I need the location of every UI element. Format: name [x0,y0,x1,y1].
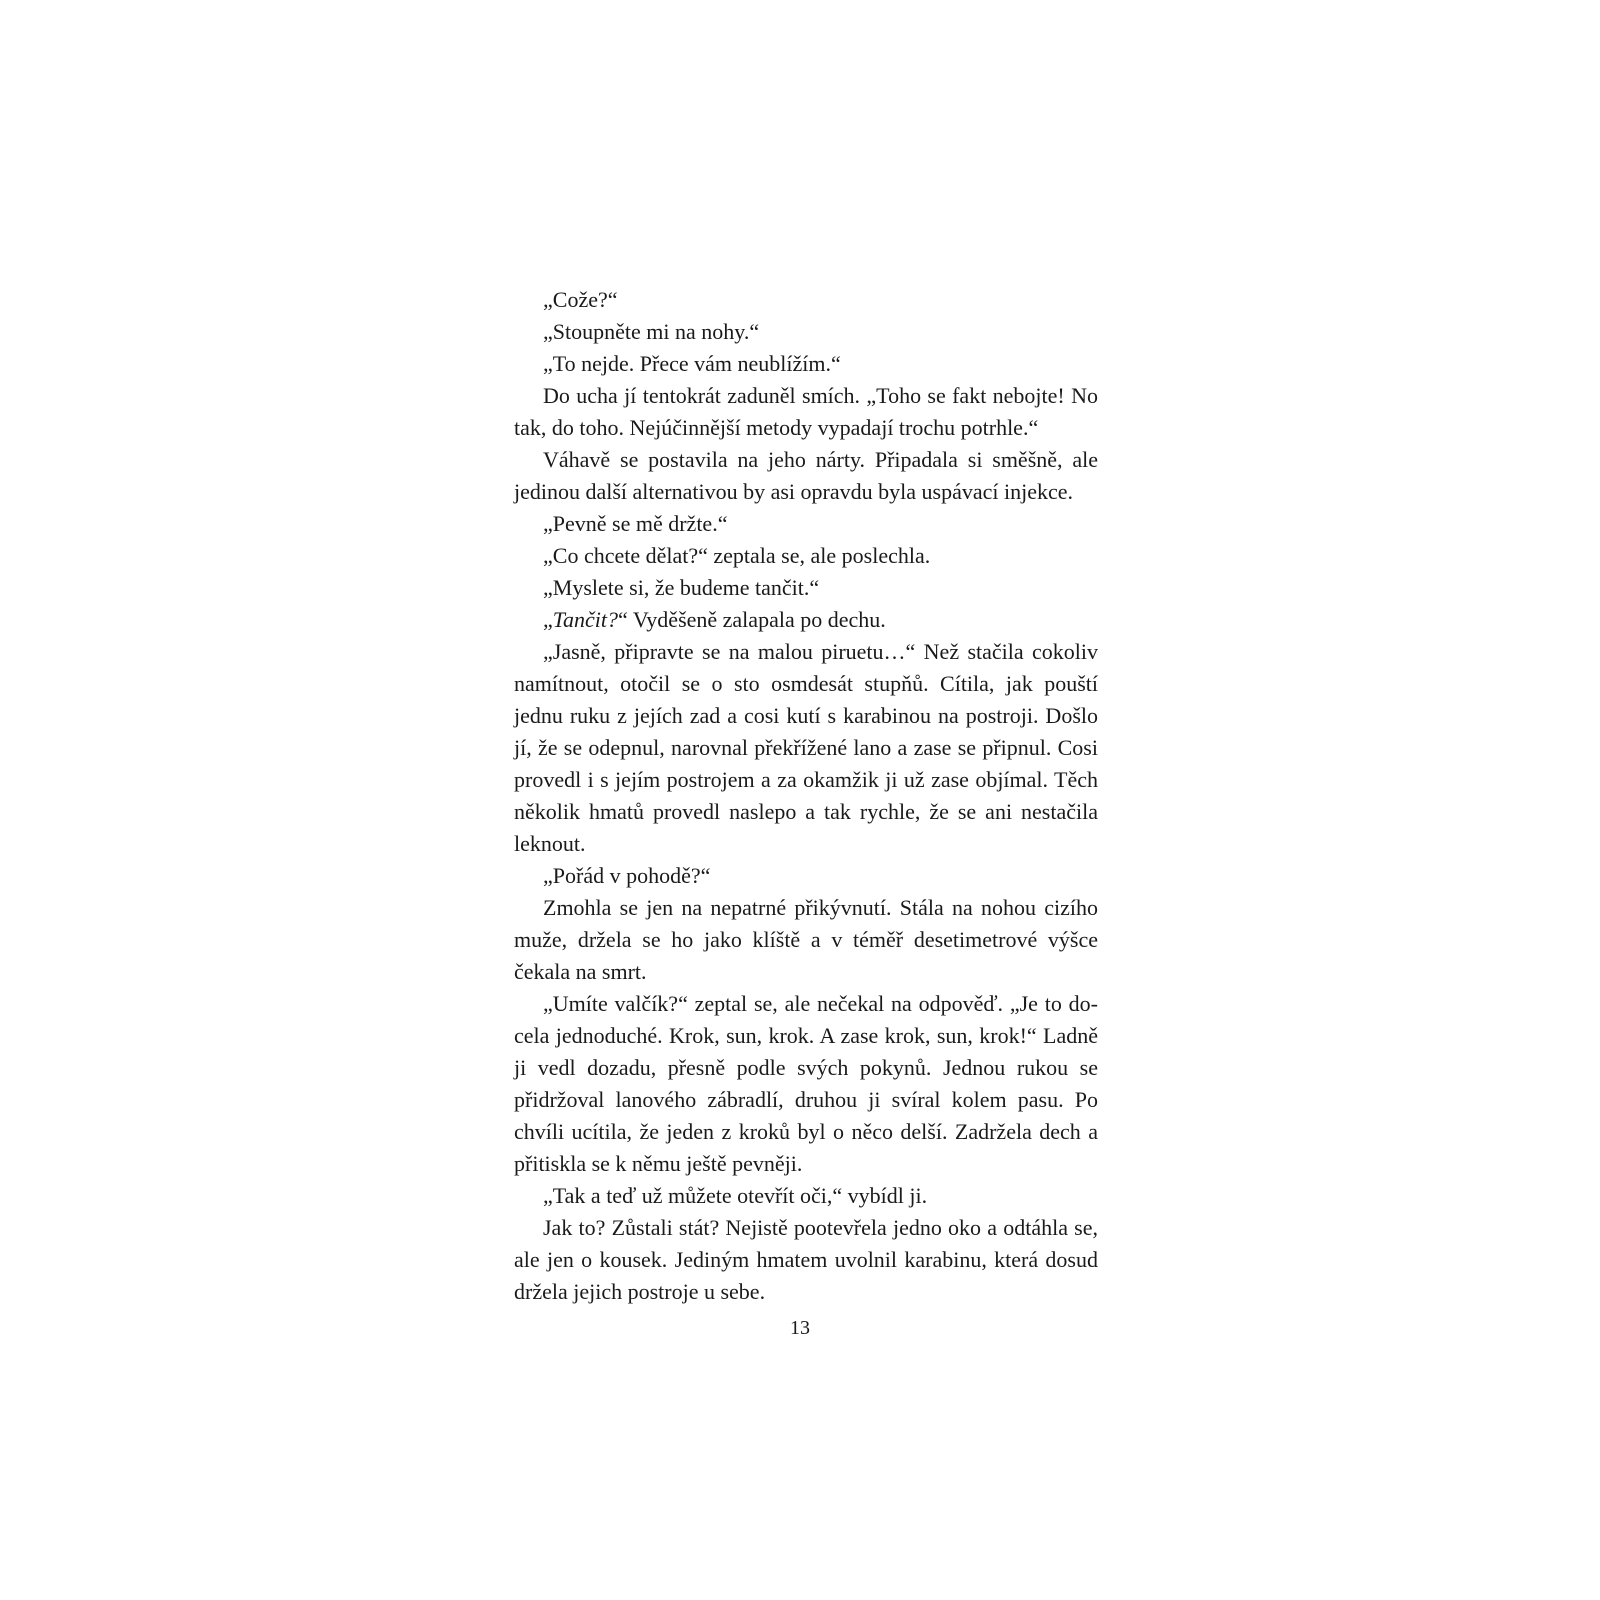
paragraph: Jak to? Zůstali stát? Nejistě pootevřela jedno oko a odtáhla se, ale jen o kousek. Jediným hmatem uvolnil karabinu, která dosud držela jejich postroje u sebe. [514,1215,1098,1304]
paragraph: „Co chcete dělat?“ zeptala se, ale poslechla. [543,543,931,568]
paragraph-rest: “ Vyděšeně zalapala po dechu. [617,607,886,632]
italic-word: Tančit? [552,607,618,632]
paragraph: „Cože?“ [543,287,618,312]
quote-open: „ [543,607,553,632]
page-number: 13 [790,1317,810,1339]
paragraph: „Tak a teď už můžete otevřít oči,“ vybídl ji. [543,1183,928,1208]
paragraph: „To nejde. Přece vám neublížím.“ [543,351,841,376]
paragraph: „Pořád v pohodě?“ [543,863,711,888]
paragraph: „Umíte valčík?“ zeptal se, ale nečekal na odpověď. „Je to docela jednoduché. Krok, sun, krok. A zase krok, sun, krok!“ Ladně ji vedl dozadu, přesně podle svých pokynů. Jednou rukou se přidržoval lanového zábradlí, druhou ji svíral kolem pasu. Po chvíli ucítila, že jeden z kroků byl o něco delší. Zadržela dech a přitiskla se k němu ještě pevněji. [514,991,1098,1176]
paragraph-with-italic [514,604,1098,636]
paragraph: Zmohla se jen na nepatrné přikývnutí. Stála na nohou cizího muže, držela se ho jako klíště a v téměř desetimetrové výšce čekala na smrt. [514,895,1098,984]
paragraph: „Jasně, připravte se na malou piruetu…“ Než stačila cokoliv namítnout, otočil se o sto osmdesát stupňů. Cítila, jak pouští jednu ruku z jejích zad a cosi kutí s karabinou na postroji. Došlo jí, že se odepnul, narovnal překřížené lano a zase se připnul. Cosi provedl i s jejím postrojem a za okamžik ji už zase objímal. Těch několik hmatů provedl naslepo a tak rychle, že se ani nestačila leknout. [514,639,1098,856]
paragraph: „Myslete si, že budeme tančit.“ [543,575,820,600]
paragraph: „Pevně se mě držte.“ [543,511,728,536]
body-text [514,284,1098,1308]
paragraph: Do ucha jí tentokrát zaduněl smích. „Toho se fakt nebojte! No tak, do toho. Nejúčinnější metody vypadají trochu potrhle.“ [514,383,1098,440]
paragraph: „Stoupněte mi na nohy.“ [543,319,760,344]
paragraph: Váhavě se postavila na jeho nárty. Připadala si směšně, ale jedinou další alternativou by asi opravdu byla uspávací injekce. [514,447,1098,504]
